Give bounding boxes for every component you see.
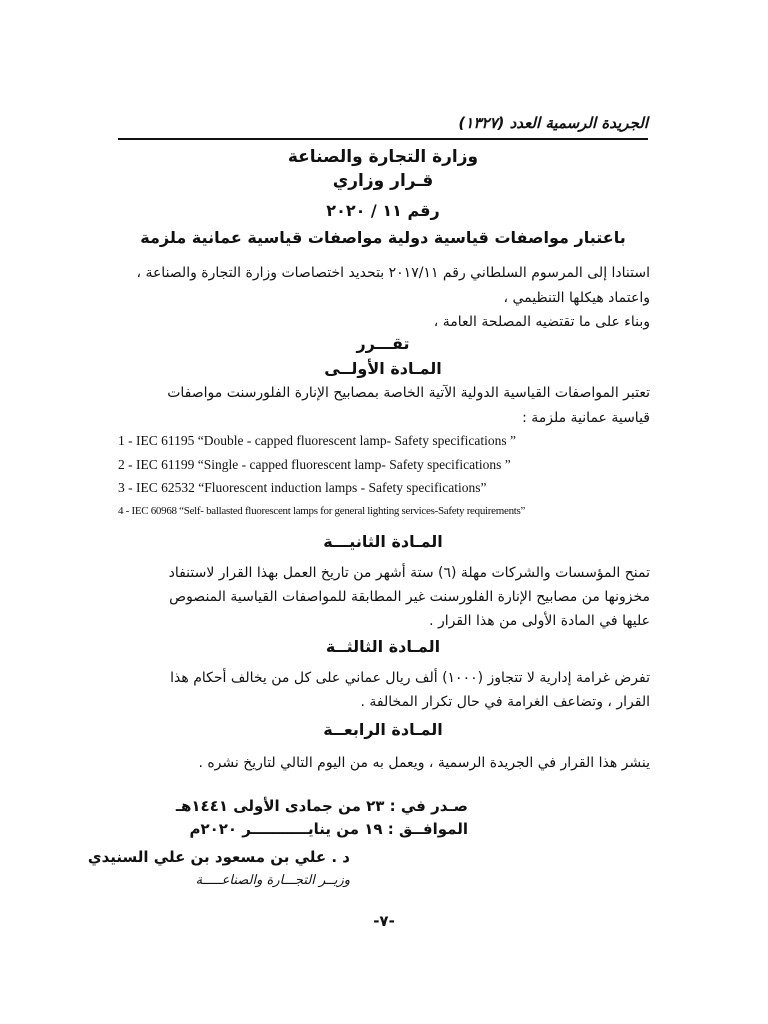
article3-text: القرار ، وتضاعف الغرامة في حال تكرار المخالفة .	[360, 694, 650, 710]
signatory-title: وزيــر التجـــارة والصناعـــــة	[195, 873, 350, 888]
gazette-header	[118, 112, 648, 140]
decision-number: رقم ١١ / ٢٠٢٠	[326, 201, 440, 220]
preamble-line: وبناء على ما تقتضيه المصلحة العامة ،	[433, 314, 650, 330]
standard-item: 3 - IEC 62532 “Fluorescent induction lamps - Safety specifications”	[118, 480, 487, 495]
preamble-line: واعتماد هيكلها التنظيمي ،	[503, 290, 650, 306]
issued-hijri: صـدر في : ٢٣ من جمادى الأولى ١٤٤١هـ	[175, 797, 468, 815]
article1-text: تعتبر المواصفات القياسية الدولية الآتية الخاصة بمصابيح الإنارة الفلورسنت مواصفات	[167, 385, 650, 401]
standard-item: 2 - IEC 61199 “Single - capped fluorescent lamp- Safety specifications ”	[118, 457, 511, 472]
article4-heading: المـادة الرابعــة	[323, 720, 443, 739]
article4-text: ينشر هذا القرار في الجريدة الرسمية ، ويعمل به من اليوم التالي لتاريخ نشره .	[198, 755, 650, 771]
standard-item: 1 - IEC 61195 “Double - capped fluorescent lamp- Safety specifications ”	[118, 433, 516, 448]
header-text: الجريدة الرسمية العدد (١٣٢٧)	[458, 114, 648, 132]
decision-subject: باعتبار مواصفات قياسية دولية مواصفات قياسية عمانية ملزمة	[140, 228, 626, 247]
signatory-name: د . علي بن مسعود بن علي السنيدي	[87, 848, 350, 866]
article1-text: قياسية عمانية ملزمة :	[522, 410, 650, 426]
page-number: -٧-	[373, 912, 395, 930]
preamble-line: استنادا إلى المرسوم السلطاني رقم ٢٠١٧/١١ بتحديد اختصاصات وزارة التجارة والصناعة ،	[136, 265, 650, 281]
article2-text: عليها في المادة الأولى من هذا القرار .	[429, 613, 650, 629]
article3-text: تفرض غرامة إدارية لا تتجاوز (١٠٠٠) ألف ريال عماني على كل من يخالف أحكام هذا	[170, 670, 650, 686]
issued-gregorian: الموافــق : ١٩ من ينايـــــــــــر ٢٠٢٠م	[189, 820, 468, 838]
article2-heading: المـادة الثانيـــة	[323, 532, 443, 551]
decision-type: قـرار وزاري	[332, 171, 434, 191]
ministry-name: وزارة التجارة والصناعة	[287, 147, 479, 167]
article2-text: مخزونها من مصابيح الإنارة الفلورسنت غير المطابقة للمواصفات القياسية المنصوص	[169, 589, 650, 605]
decides-heading: تقـــرر	[356, 334, 410, 353]
standard-item: 4 - IEC 60968 “Self- ballasted fluorescent lamps for general lighting services-Safety requirements”	[118, 505, 526, 517]
article3-heading: المـادة الثالثــة	[325, 637, 441, 656]
article1-heading: المـادة الأولــى	[324, 359, 442, 378]
article2-text: تمنح المؤسسات والشركات مهلة (٦) ستة أشهر من تاريخ العمل بهذا القرار لاستنفاد	[168, 565, 650, 581]
